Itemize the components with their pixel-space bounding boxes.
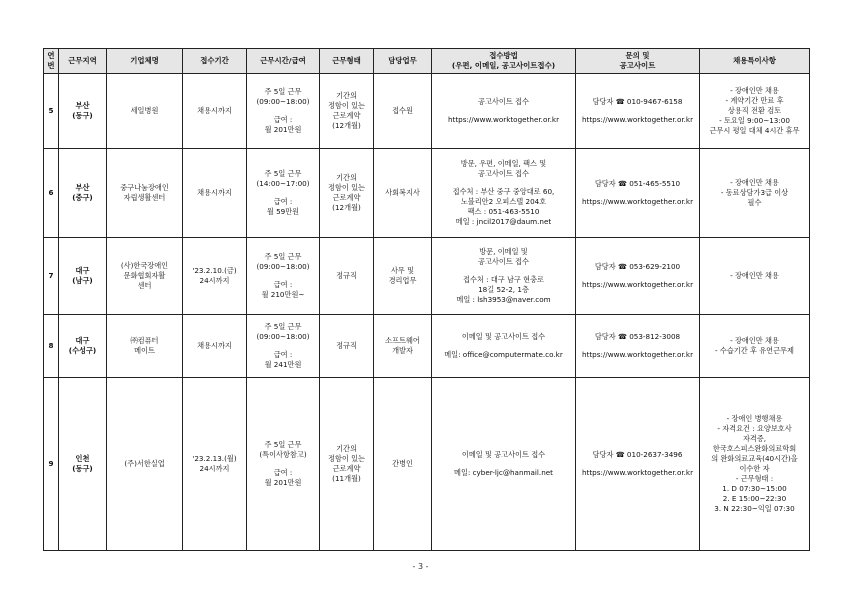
duty-line: 소프트웨어 <box>385 336 420 346</box>
contact-site-link[interactable]: https://www.worktogether.or.kr <box>581 468 694 477</box>
special-notes-line: 근무시 평일 대체 4시간 휴무 <box>709 125 800 135</box>
work-hours-salary-line: (특이사항참고) <box>259 450 307 460</box>
duty-line: 개발자 <box>392 346 413 355</box>
application-method-line <box>434 342 573 350</box>
region-city: 대구 <box>75 266 90 276</box>
employment-type <box>320 378 374 551</box>
employment-type-line: 정규직 <box>336 271 357 281</box>
employment-type-line: 근로계약 <box>332 193 361 202</box>
employment-type <box>320 238 374 315</box>
work-hours-salary-line: (09:00~18:00) <box>256 332 310 342</box>
header-hours: 근무시간/급여 <box>247 49 320 74</box>
application-method-line: 방문, 이메일 및 <box>479 247 528 257</box>
special-notes <box>700 315 810 378</box>
application-method-line: 팩스 : 051-463-5510 <box>467 206 540 216</box>
company-name: ㈜컴퓨터 메이트 <box>107 315 183 378</box>
special-notes-line: 의 완화의료교육(40시간)을 <box>711 454 798 464</box>
application-method-line <box>434 460 573 468</box>
work-hours-salary-line <box>249 189 317 197</box>
work-hours-salary <box>247 238 320 315</box>
work-hours-salary-line <box>249 107 317 115</box>
duty-line: 접수원 <box>392 106 413 116</box>
application-method-line: 메일: cyber-ljc@hanmail.net <box>454 468 553 477</box>
table-row <box>44 149 810 238</box>
header-apply-line1: 접수방법 <box>489 50 518 60</box>
header-company: 기업체명 <box>107 49 183 74</box>
application-method-line: 공고사이트 접수 <box>478 169 529 179</box>
duty <box>374 149 432 238</box>
work-hours-salary <box>247 149 320 238</box>
contact-gap <box>578 189 697 197</box>
special-notes-line: - 자격요건 : 요양보호사 <box>717 424 792 434</box>
application-method-line: 메일 : lsh3953@naver.com <box>456 294 551 304</box>
application-method-line <box>434 179 573 187</box>
application-method-line: 공고사이트 접수 <box>478 257 529 267</box>
application-period: '23.2.13.(월) 24시까지 <box>183 378 247 551</box>
special-notes-line: 이수한 자 <box>739 464 770 473</box>
contact-cell <box>576 315 700 378</box>
work-hours-salary-line: (14:00~17:00) <box>256 179 310 189</box>
special-notes-line: - 수습기간 후 유연근무제 <box>715 346 794 355</box>
special-notes-line: 상용직 전환 검토 <box>727 106 782 116</box>
work-hours-salary-line <box>249 460 317 468</box>
region-district: (동구) <box>72 111 93 120</box>
row-number: 5 <box>44 74 59 149</box>
application-method-line: https://www.worktogether.or.kr <box>447 115 560 124</box>
duty <box>374 315 432 378</box>
work-hours-salary-line: 주 5일 근무 <box>264 322 302 332</box>
application-period: '23.2.10.(금) 24시까지 <box>183 238 247 315</box>
work-hours-salary-line: 주 5일 근무 <box>264 169 302 179</box>
region-cell <box>59 149 107 238</box>
header-region: 근무지역 <box>59 49 107 74</box>
contact-phone: 담당자 ☎ 010-2637-3496 <box>592 450 683 460</box>
region-district: (중구) <box>72 193 93 202</box>
work-hours-salary <box>247 315 320 378</box>
special-notes-line: 1. D 07:30~15:00 <box>722 483 787 493</box>
special-notes-line: - 장애인만 채용 <box>730 271 779 281</box>
application-method-line: 노블리안2 오피스텔 204호 <box>460 197 547 206</box>
application-method-line: 공고사이트 접수 <box>478 97 529 107</box>
application-method-line <box>434 267 573 275</box>
work-hours-salary <box>247 74 320 149</box>
work-hours-salary-line <box>249 342 317 350</box>
work-hours-salary-line: 급여 : <box>273 468 293 477</box>
region-cell <box>59 378 107 551</box>
contact-cell <box>576 74 700 149</box>
contact-cell <box>576 238 700 315</box>
employment-type-line: 기간의 <box>336 91 357 101</box>
employment-type-line: 기간의 <box>336 173 357 183</box>
work-hours-salary-line <box>249 272 317 280</box>
table-body <box>44 74 810 551</box>
contact-site-link[interactable]: https://www.worktogether.or.kr <box>581 280 694 289</box>
special-notes <box>700 378 810 551</box>
header-contact-line1: 문의 및 <box>625 50 650 60</box>
special-notes-line: 자격증, <box>742 434 767 444</box>
header-apply-line2: (우편, 이메일, 공고사이트접수) <box>451 61 556 70</box>
special-notes-line: - 장애인만 채용 <box>730 336 779 346</box>
region-district: (동구) <box>72 464 93 473</box>
application-method-line: 메일: office@computermate.co.kr <box>444 350 563 359</box>
duty <box>374 378 432 551</box>
work-hours-salary-line: 월 59만원 <box>266 206 300 216</box>
special-notes-line: - 동료상담가3급 이상 <box>720 188 789 198</box>
region-cell <box>59 238 107 315</box>
application-method-line: 접수처 : 부산 중구 중앙대로 60, <box>452 187 555 197</box>
employment-type-line: 정함이 있는 <box>327 454 365 464</box>
duty <box>374 74 432 149</box>
application-method <box>432 74 576 149</box>
header-contact <box>576 49 700 74</box>
employment-type-line: 정함이 있는 <box>327 101 365 111</box>
application-method <box>432 315 576 378</box>
duty-line: 사무 및 <box>390 266 415 276</box>
special-notes-line: - 계약기간 만료 후 <box>725 96 784 106</box>
table-row <box>44 74 810 149</box>
special-notes-line: - 근무형태 : <box>735 473 774 483</box>
employment-type-line: 근로계약 <box>332 464 361 473</box>
application-method-line: 방문, 우편, 이메일, 팩스 및 <box>460 159 547 169</box>
region-cell <box>59 74 107 149</box>
employment-type-line: 정규직 <box>336 341 357 351</box>
special-notes <box>700 238 810 315</box>
region-district: (남구) <box>72 276 93 285</box>
application-method-line: 이메일 및 공고사이트 접수 <box>461 450 546 460</box>
table-row <box>44 238 810 315</box>
header-duty: 담당업무 <box>374 49 432 74</box>
work-hours-salary-line: 월 201만원 <box>264 124 302 134</box>
application-period: 채용시까지 <box>183 315 247 378</box>
duty-line: 간병인 <box>392 459 413 469</box>
contact-gap <box>578 272 697 280</box>
application-method-line: 18길 52-2, 1층 <box>478 284 529 294</box>
region-district: (수성구) <box>68 346 97 355</box>
application-period: 채용시까지 <box>183 149 247 238</box>
special-notes <box>700 149 810 238</box>
row-number: 6 <box>44 149 59 238</box>
work-hours-salary-line: 급여 : <box>273 350 293 359</box>
work-hours-salary-line: 급여 : <box>273 280 293 289</box>
employment-type <box>320 74 374 149</box>
work-hours-salary-line: 주 5일 근무 <box>264 87 302 97</box>
contact-phone: 담당자 ☎ 053-812-3008 <box>594 332 681 342</box>
application-method <box>432 378 576 551</box>
application-method-line: 메일 : jncil2017@daum.net <box>455 216 552 226</box>
special-notes-line: - 토요일 9:00~13:00 <box>719 115 790 125</box>
table-row <box>44 378 810 551</box>
special-notes <box>700 74 810 149</box>
employment-type-line: 기간의 <box>336 444 357 454</box>
table-header-row <box>44 49 810 74</box>
duty-line: 사회복지사 <box>385 188 420 198</box>
contact-gap <box>578 342 697 350</box>
company-name: 세일병원 <box>107 74 183 149</box>
work-hours-salary-line: 월 241만원 <box>264 359 302 369</box>
header-type: 근무형태 <box>320 49 374 74</box>
contact-site-link[interactable]: https://www.worktogether.or.kr <box>581 115 694 124</box>
region-city: 부산 <box>75 183 90 193</box>
special-notes-line: - 장애인만 채용 <box>730 86 779 96</box>
work-hours-salary-line: 급여 : <box>273 197 293 206</box>
header-no: 연 번 <box>44 49 59 74</box>
region-cell <box>59 315 107 378</box>
row-number: 8 <box>44 315 59 378</box>
application-method-line <box>434 107 573 115</box>
table-row <box>44 315 810 378</box>
work-hours-salary-line: 월 201만원 <box>264 477 302 487</box>
employment-type-line: (12개월) <box>332 120 361 130</box>
region-city: 대구 <box>75 336 90 346</box>
special-notes-line: 필수 <box>747 197 762 207</box>
duty <box>374 238 432 315</box>
region-city: 부산 <box>75 101 90 111</box>
employment-type-line: 근로계약 <box>332 111 361 120</box>
special-notes-line: 한국호스피스완화의료학회 <box>712 444 797 454</box>
work-hours-salary-line: (09:00~18:00) <box>256 262 310 272</box>
header-contact-line2: 공고사이트 <box>619 61 656 70</box>
work-hours-salary-line: 주 5일 근무 <box>264 252 302 262</box>
application-method <box>432 238 576 315</box>
header-period: 접수기간 <box>183 49 247 74</box>
work-hours-salary-line: (09:00~18:00) <box>256 97 310 107</box>
special-notes-line: 2. E 15:00~22:30 <box>722 493 787 503</box>
page-number: - 3 - <box>412 562 429 571</box>
employment-type <box>320 149 374 238</box>
company-name: (주)서한실업 <box>107 378 183 551</box>
contact-phone: 담당자 ☎ 051-465-5510 <box>594 179 681 189</box>
header-special: 채용특이사항 <box>700 49 810 74</box>
work-hours-salary-line: 월 210만원~ <box>261 289 305 299</box>
application-method-line: 접수처 : 대구 남구 현충로 <box>463 275 544 285</box>
company-name: 중구나눔장애인 자립생활센터 <box>107 149 183 238</box>
work-hours-salary-line: 급여 : <box>273 115 293 124</box>
contact-gap <box>578 107 697 115</box>
special-notes-line: - 장애인 병행채용 <box>726 414 783 424</box>
application-method-line: 이메일 및 공고사이트 접수 <box>461 332 546 342</box>
application-period: 채용시까지 <box>183 74 247 149</box>
employment-type-line: (11개월) <box>332 473 361 483</box>
contact-site-link[interactable]: https://www.worktogether.or.kr <box>581 350 694 359</box>
employment-type <box>320 315 374 378</box>
contact-phone: 담당자 ☎ 053-629-2100 <box>594 262 681 272</box>
header-apply <box>432 49 576 74</box>
special-notes-line: 3. N 22:30~익일 07:30 <box>714 503 795 513</box>
duty-line: 경리업무 <box>388 276 417 285</box>
job-listing-table <box>43 48 810 551</box>
employment-type-line: (12개월) <box>332 202 361 212</box>
company-name: (사)한국장애인 문화협회자활 센터 <box>107 238 183 315</box>
application-method <box>432 149 576 238</box>
contact-gap <box>578 460 697 468</box>
row-number: 9 <box>44 378 59 551</box>
employment-type-line: 정함이 있는 <box>327 183 365 193</box>
special-notes-line: - 장애인만 채용 <box>730 178 779 188</box>
contact-phone: 담당자 ☎ 010-9467-6158 <box>592 97 683 107</box>
work-hours-salary <box>247 378 320 551</box>
row-number: 7 <box>44 238 59 315</box>
contact-cell <box>576 378 700 551</box>
region-city: 인천 <box>75 454 90 464</box>
contact-site-link[interactable]: https://www.worktogether.or.kr <box>581 197 694 206</box>
work-hours-salary-line: 주 5일 근무 <box>264 440 302 450</box>
contact-cell <box>576 149 700 238</box>
